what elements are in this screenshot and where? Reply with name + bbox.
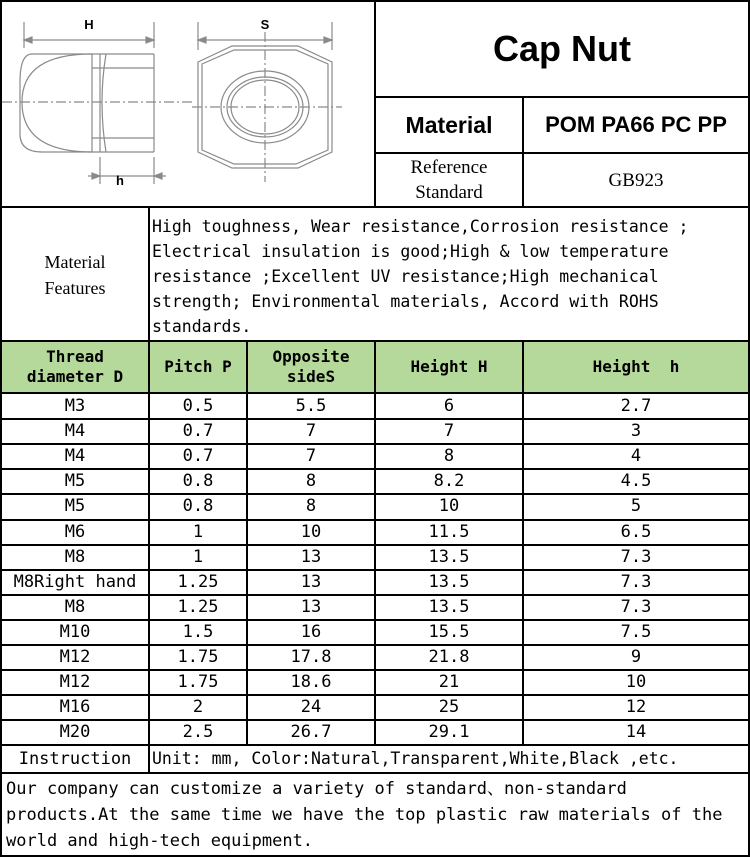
table-cell: 1: [192, 521, 204, 542]
table-cell: 13.5: [428, 571, 470, 592]
table-cell: M12: [59, 647, 91, 668]
table-cell: 7.3: [620, 596, 652, 617]
grid-line: [522, 340, 524, 746]
grid-line: [0, 569, 750, 571]
footer-note: Our company can customize a variety of standard、non-standard products.At the same time we have the top plastic raw materials of the world and high-tech equipment.: [6, 779, 723, 851]
table-cell: 13: [300, 596, 322, 617]
table-cell: 7.3: [620, 546, 652, 567]
table-cell: 8: [305, 496, 317, 517]
instruction-text: Unit: mm, Color:Natural,Transparent,White,Black ,etc.: [152, 749, 679, 768]
grid-line: [374, 96, 750, 98]
table-cell: 6: [443, 396, 455, 417]
table-cell: 0.5: [182, 396, 214, 417]
table-cell: 0.8: [182, 496, 214, 517]
table-cell: 2: [192, 697, 204, 718]
table-cell: 4: [630, 446, 642, 467]
grid-line: [148, 206, 150, 774]
table-cell: 4.5: [620, 471, 652, 492]
table-cell: 13: [300, 546, 322, 567]
table-cell: 8: [443, 446, 455, 467]
table-cell: 25: [438, 697, 460, 718]
features-label: [2, 210, 148, 340]
grid-line: [0, 443, 750, 445]
grid-line: [246, 340, 248, 746]
table-cell: 17.8: [290, 647, 332, 668]
material-label: Material: [405, 112, 493, 138]
grid-line: [0, 619, 750, 621]
table-cell: 29.1: [428, 722, 470, 743]
grid-line: [0, 206, 750, 208]
grid-line: [0, 744, 750, 746]
table-cell: 1.25: [177, 596, 219, 617]
col-header-pitch: Pitch P: [164, 357, 232, 376]
table-cell: 10: [300, 521, 322, 542]
table-cell: 2.5: [182, 722, 214, 743]
table-cell: 13: [300, 571, 322, 592]
col-header-opposite: [248, 342, 374, 392]
table-cell: 6.5: [620, 521, 652, 542]
table-cell: 7.3: [620, 571, 652, 592]
col-header-diameter-line1: Thread: [46, 347, 104, 366]
grid-line: [0, 644, 750, 646]
col-header-opposite-line2: sideS: [286, 367, 336, 386]
table-cell: M5: [64, 471, 86, 492]
reference-standard-label: [376, 154, 522, 206]
table-cell: M10: [59, 621, 91, 642]
features-label-line2: Features: [44, 278, 106, 298]
table-cell: 1: [192, 546, 204, 567]
table-cell: M8: [64, 546, 86, 567]
col-header-height-H: Height H: [410, 357, 488, 376]
table-cell: 9: [630, 647, 642, 668]
col-header-diameter-line2: diameter D: [26, 367, 124, 386]
table-cell: M8: [64, 596, 86, 617]
table-cell: M8Right hand: [13, 571, 137, 592]
table-cell: 10: [625, 672, 647, 693]
grid-line: [374, 340, 376, 746]
reference-label-line2: Standard: [415, 182, 483, 203]
table-cell: 21.8: [428, 647, 470, 668]
table-cell: 0.8: [182, 471, 214, 492]
table-cell: 7: [443, 421, 455, 442]
table-cell: 5.5: [295, 396, 327, 417]
grid-line: [0, 594, 750, 596]
table-cell: 14: [625, 722, 647, 743]
table-cell: 21: [438, 672, 460, 693]
features-label-line1: Material: [44, 252, 106, 272]
grid-line: [0, 544, 750, 546]
table-cell: 13.5: [428, 596, 470, 617]
table-cell: M16: [59, 697, 91, 718]
col-header-height-h: Height h: [592, 357, 680, 376]
grid-line: [374, 152, 750, 154]
grid-line: [0, 392, 750, 394]
table-cell: M6: [64, 521, 86, 542]
table-cell: 1.75: [177, 672, 219, 693]
table-cell: 8.2: [433, 471, 465, 492]
grid-line: [0, 418, 750, 420]
grid-line: [522, 96, 524, 208]
table-cell: 24: [300, 697, 322, 718]
grid-line: [0, 519, 750, 521]
table-cell: 11.5: [428, 521, 470, 542]
table-cell: M20: [59, 722, 91, 743]
features-text: High toughness, Wear resistance,Corrosion resistance ; Electrical insulation is good;High & low temperature resistance ;Excellent UV resistance;High mechanical strength; Environmental materials, Accord with ROHS standards.: [152, 217, 689, 336]
table-cell: 5: [630, 496, 642, 517]
table-cell: 1.25: [177, 571, 219, 592]
table-cell: M12: [59, 672, 91, 693]
reference-standard-value: GB923: [608, 169, 664, 191]
drawing-label-h: h: [116, 173, 124, 188]
grid-line: [0, 669, 750, 671]
table-cell: M4: [64, 421, 86, 442]
cap-nut-drawing: [2, 2, 374, 206]
grid-line: [0, 0, 2, 857]
table-cell: 2.7: [620, 396, 652, 417]
table-cell: 16: [300, 621, 322, 642]
material-value: POM PA66 PC PP: [545, 112, 727, 137]
table-cell: 13.5: [428, 546, 470, 567]
grid-line: [0, 719, 750, 721]
page-title: Cap Nut: [493, 28, 631, 69]
table-cell: 0.7: [182, 446, 214, 467]
drawing-label-H: H: [84, 17, 94, 32]
table-cell: 7.5: [620, 621, 652, 642]
table-cell: 8: [305, 471, 317, 492]
drawing-label-S: S: [260, 17, 270, 32]
col-header-diameter: [2, 342, 148, 392]
table-cell: 10: [438, 496, 460, 517]
table-cell: 7: [305, 421, 317, 442]
col-header-opposite-line1: Opposite: [272, 347, 350, 366]
table-cell: 18.6: [290, 672, 332, 693]
table-cell: M3: [64, 396, 86, 417]
grid-line: [0, 493, 750, 495]
instruction-label: Instruction: [18, 749, 132, 769]
table-cell: 0.7: [182, 421, 214, 442]
table-cell: 12: [625, 697, 647, 718]
table-cell: 3: [630, 421, 642, 442]
table-cell: 7: [305, 446, 317, 467]
reference-label-line1: Reference: [410, 157, 488, 178]
table-cell: 1.5: [182, 621, 214, 642]
grid-line: [0, 694, 750, 696]
table-cell: 15.5: [428, 621, 470, 642]
grid-line: [0, 468, 750, 470]
table-cell: M5: [64, 496, 86, 517]
grid-line: [374, 0, 376, 208]
grid-line: [0, 772, 750, 774]
table-cell: 1.75: [177, 647, 219, 668]
table-cell: 26.7: [290, 722, 332, 743]
table-cell: M4: [64, 446, 86, 467]
